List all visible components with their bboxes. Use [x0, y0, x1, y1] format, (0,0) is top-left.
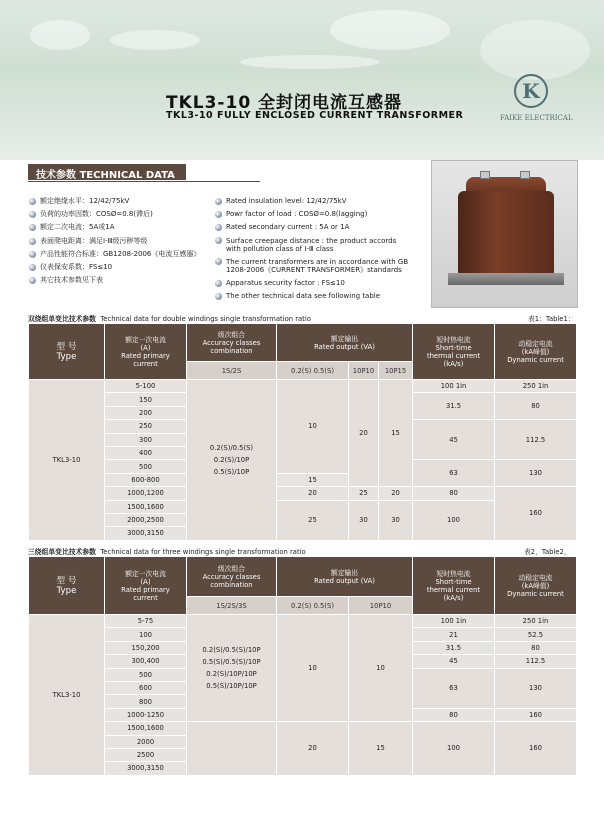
bullet-icon — [29, 251, 36, 258]
spec-item: The other technical data see following table — [214, 290, 434, 303]
table-cell: 112.5 — [495, 420, 577, 460]
table-cell: 80 — [495, 641, 577, 654]
logo-k-icon: K — [514, 74, 548, 108]
logo-text: FAIKE ELECTRICAL — [500, 114, 573, 122]
table1-accuracy-cell: 0.2(S)/0.5(S) 0.2(S)/10P 0.5(S)/10P — [187, 380, 277, 541]
table-cell: 21 — [413, 628, 495, 641]
table1-header-current: 额定一次电流 (A) Rated primary current — [105, 324, 187, 380]
table-cell: 160 — [495, 708, 577, 721]
table-cell: 45 — [413, 420, 495, 460]
header-decoration — [30, 20, 90, 50]
table-cell: 800 — [105, 695, 187, 708]
table-cell: 100 — [105, 628, 187, 641]
table-cell: 250 1in — [495, 380, 577, 393]
table-cell: 20 — [277, 487, 349, 500]
spec-item: 产品性能符合标准：GB1208-2006《电流互感器》 — [28, 248, 218, 261]
table-cell: 20 — [277, 722, 349, 776]
bullet-icon — [215, 198, 222, 205]
table-cell: 600-800 — [105, 473, 187, 486]
table-cell: 150,200 — [105, 641, 187, 654]
table-cell: 130 — [495, 460, 577, 487]
bullet-icon — [29, 211, 36, 218]
table-cell — [187, 722, 277, 776]
header-decoration — [110, 30, 200, 50]
spec-item: The current transformers are in accordance with GB 1208-2006《CURRENT TRANSFORMER》standards — [214, 256, 434, 277]
table1-type-cell: TKL3-10 — [29, 380, 105, 541]
table-cell: 5-100 — [105, 380, 187, 393]
table2 — [28, 556, 577, 776]
table-cell: 500 — [105, 668, 187, 681]
spec-item: Surface creepage distance : the product accords with pollution class of Ⅰ-Ⅲ class — [214, 235, 434, 256]
table-cell: 300,400 — [105, 655, 187, 668]
table2-sub-accuracy: 1S/2S/3S — [187, 597, 277, 615]
table1-sub-output-1: 0.2(S) 0.5(S) — [277, 362, 349, 380]
table2-note: 表2，Table2， — [524, 548, 571, 556]
product-photo — [431, 160, 578, 308]
table-cell: 500 — [105, 460, 187, 473]
table-cell: 52.5 — [495, 628, 577, 641]
bullet-icon — [29, 277, 36, 284]
table-cell: 112.5 — [495, 655, 577, 668]
table-cell: 45 — [413, 655, 495, 668]
bullet-icon — [29, 198, 36, 205]
table-cell: 300 — [105, 433, 187, 446]
table-cell: 31.5 — [413, 393, 495, 420]
spec-item: Rated insulation level: 12/42/75kV — [214, 195, 434, 208]
table2-caption: 三绕组单变比技术参数 Technical data for three windings single transformation ratio — [28, 548, 306, 556]
table-cell: 15 — [379, 380, 413, 487]
table-cell: 63 — [413, 668, 495, 708]
table-cell: 100 — [413, 722, 495, 776]
page-title-cn: TKL3-10 全封闭电流互感器 — [166, 93, 403, 113]
table1-header-accuracy: 级次组合 Accuracy classes combination — [187, 324, 277, 362]
table-cell: 2000 — [105, 735, 187, 748]
table-cell: 20 — [349, 380, 379, 487]
table-cell: 1000-1250 — [105, 708, 187, 721]
table-cell: 5-75 — [105, 615, 187, 628]
table1-header-output: 额定输出 Rated output (VA) — [277, 324, 413, 362]
table-cell: 100 1in — [413, 380, 495, 393]
table2-sub-output-1: 0.2(S) 0.5(S) — [277, 597, 349, 615]
table-cell: 3000,3150 — [105, 527, 187, 540]
table-cell: 20 — [379, 487, 413, 500]
table-cell: 10 — [349, 615, 413, 722]
table-cell: 1500,1600 — [105, 722, 187, 735]
header-decoration — [480, 20, 590, 80]
table-cell: 25 — [349, 487, 379, 500]
table1-header-thermal: 短时热电流 Short-time thermal current (kA/s) — [413, 324, 495, 380]
bullet-icon — [215, 224, 222, 231]
table2-header-current: 额定一次电流 (A) Rated primary current — [105, 557, 187, 615]
table-cell: 15 — [349, 722, 413, 776]
table1-note: 表1：Table1： — [528, 315, 575, 323]
bullet-icon — [215, 211, 222, 218]
table2-header-type: 型 号 Type — [29, 557, 105, 615]
terminal — [480, 171, 490, 179]
table-cell: 100 1in — [413, 615, 495, 628]
table1-header-dynamic: 动稳定电流 (kA峰值) Dynamic current — [495, 324, 577, 380]
header-decoration — [240, 55, 380, 69]
spec-list-en — [214, 195, 434, 303]
table2-accuracy-cell: 0.2(S)/0.5(S)/10P 0.5(S)/0.5(S)/10P 0.2(S)/10P/10P 0.5(S)/10P/10P — [187, 615, 277, 722]
table2-header-thermal: 短时热电流 Short-time thermal current (kA/s) — [413, 557, 495, 615]
table2-header-output: 额定输出 Rated output (VA) — [277, 557, 413, 597]
table2-header-dynamic: 动稳定电流 (kA峰值) Dynamic current — [495, 557, 577, 615]
table-cell: 31.5 — [413, 641, 495, 654]
table-cell: 30 — [379, 500, 413, 540]
table1 — [28, 323, 577, 541]
page-header — [0, 0, 604, 160]
table-cell: 160 — [495, 487, 577, 541]
page-title-en: TKL3-10 FULLY ENCLOSED CURRENT TRANSFORMER — [166, 110, 464, 121]
table-cell: 130 — [495, 668, 577, 708]
spec-item: 额定二次电流：5A或1A — [28, 221, 218, 234]
table-cell: 1500,1600 — [105, 500, 187, 513]
table-cell: 80 — [413, 487, 495, 500]
bullet-icon — [29, 264, 36, 271]
transformer-base — [448, 273, 564, 285]
table-cell: 250 1in — [495, 615, 577, 628]
spec-item: 仪表保安系数：FS≤10 — [28, 261, 218, 274]
transformer-body — [458, 191, 554, 275]
terminal — [520, 171, 530, 179]
table2-sub-output-2: 10P10 — [349, 597, 413, 615]
table2-type-cell: TKL3-10 — [29, 615, 105, 776]
table1-sub-output-3: 10P15 — [379, 362, 413, 380]
table-cell: 100 — [413, 500, 495, 540]
bullet-icon — [29, 238, 36, 245]
bullet-icon — [29, 224, 36, 231]
table-cell: 250 — [105, 420, 187, 433]
section-title-technical-data: 技术参数 TECHNICAL DATA — [28, 164, 186, 180]
bullet-icon — [215, 237, 222, 244]
spec-item: 负荷的功率因数：COSØ=0.8(滞后) — [28, 208, 218, 221]
table-cell: 2000,2500 — [105, 513, 187, 526]
spec-item: 表面爬电距离：满足Ⅰ-Ⅲ级污秽等级 — [28, 235, 218, 248]
table-cell: 160 — [495, 722, 577, 776]
table-cell: 3000,3150 — [105, 762, 187, 775]
table-cell: 2500 — [105, 748, 187, 761]
table-cell: 400 — [105, 446, 187, 459]
table1-sub-accuracy: 1S/2S — [187, 362, 277, 380]
table-cell: 80 — [495, 393, 577, 420]
table-cell: 150 — [105, 393, 187, 406]
company-logo — [500, 74, 573, 122]
bullet-icon — [215, 280, 222, 287]
table-cell: 600 — [105, 681, 187, 694]
table-cell: 200 — [105, 406, 187, 419]
header-decoration — [330, 10, 450, 50]
bullet-icon — [215, 293, 222, 300]
spec-item: Apparatus security factor : FS≤10 — [214, 277, 434, 290]
spec-list-cn — [28, 195, 218, 287]
spec-item: 其它技术参数见下表 — [28, 274, 218, 287]
table-cell: 30 — [349, 500, 379, 540]
table-cell: 63 — [413, 460, 495, 487]
spec-item: 额定绝缘水平：12/42/75kV — [28, 195, 218, 208]
table-cell: 10 — [277, 380, 349, 474]
table1-caption: 双绕组单变比技术参数 Technical data for double windings single transformation ratio — [28, 315, 311, 323]
table1-sub-output-2: 10P10 — [349, 362, 379, 380]
table-cell: 25 — [277, 500, 349, 540]
table2-header-accuracy: 级次组合 Accuracy classes combination — [187, 557, 277, 597]
bullet-icon — [215, 258, 222, 265]
section-divider — [28, 181, 260, 182]
table-cell: 80 — [413, 708, 495, 721]
table-cell: 15 — [277, 473, 349, 486]
table-cell: 10 — [277, 615, 349, 722]
spec-item: Rated secondary current : 5A or 1A — [214, 221, 434, 234]
table1-header-type: 型 号 Type — [29, 324, 105, 380]
spec-item: Powr factor of load : COSØ=0.8(lagging) — [214, 208, 434, 221]
table-cell: 1000,1200 — [105, 487, 187, 500]
